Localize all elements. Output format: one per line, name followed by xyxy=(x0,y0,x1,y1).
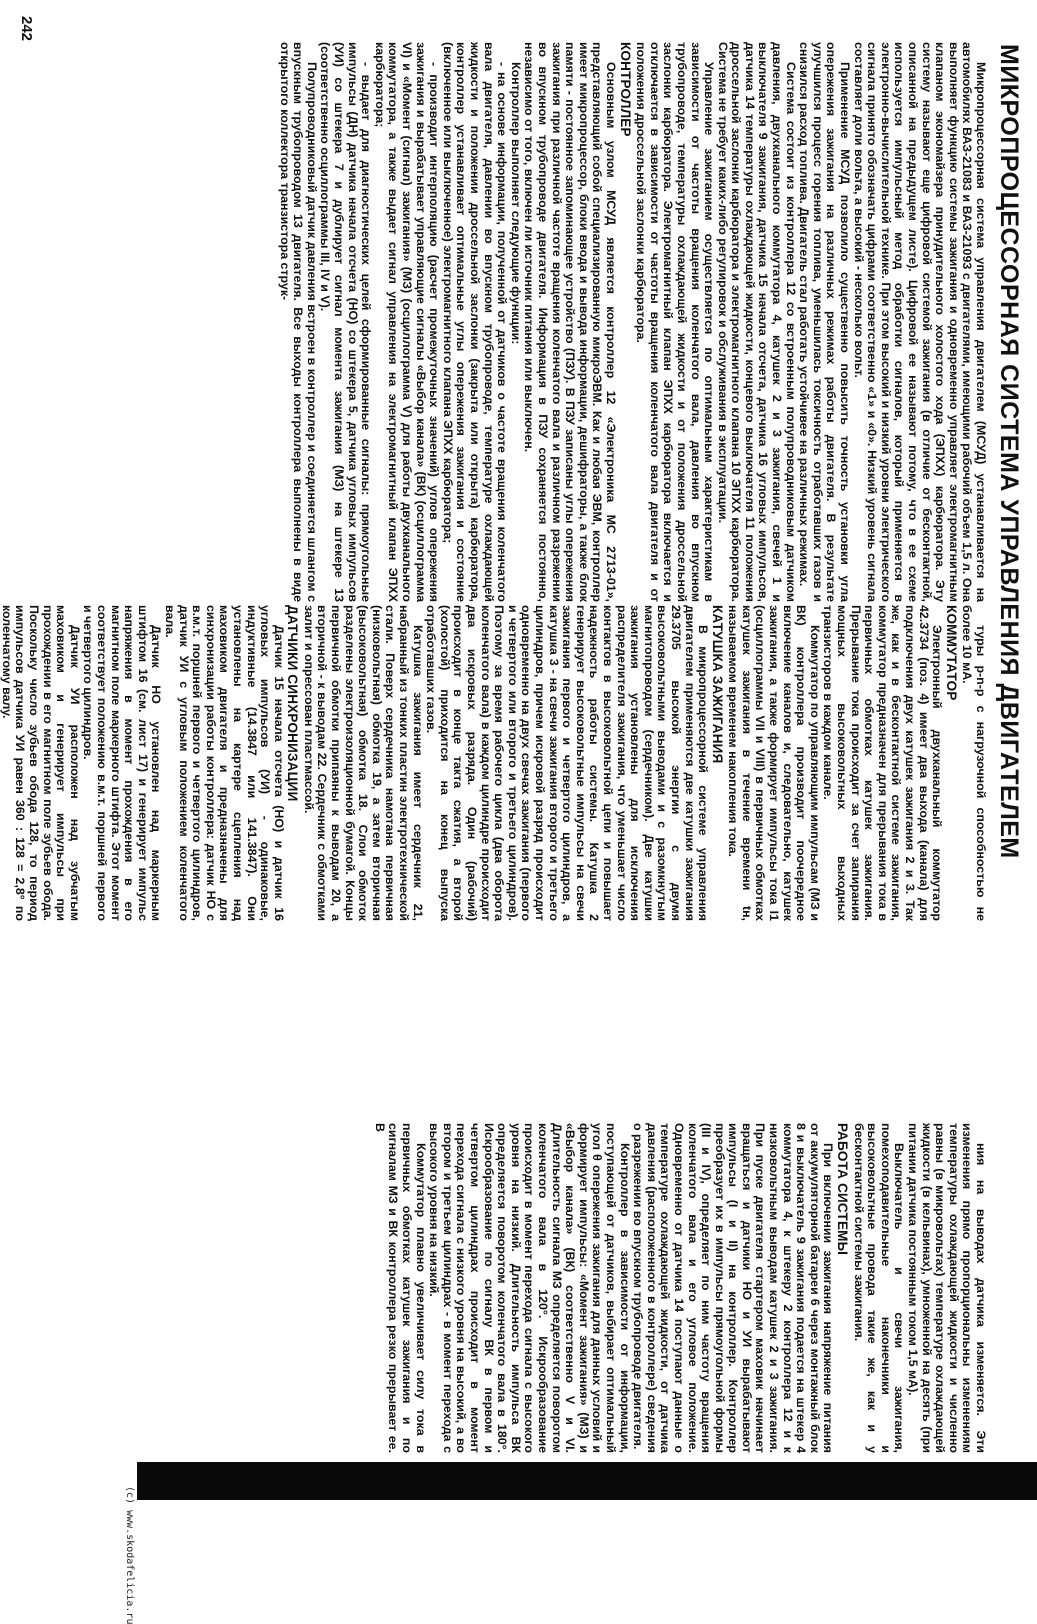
paragraph: В микропроцессорной системе управления двигателем применяются две катушки зажигания 29.3705 высокой энергии с двумя высоковольтными выводами и с разомкнутым магнитопроводом (сердечником). Две катушки зажигания установлены для исключения распределителя зажигания, что уменьшает число контактов в высоковольтной цепи и повышает надежность работы системы. Катушка 2 генерирует высоковольтные импульсы на свечи зажигания первого и четвертого цилиндров, а катушка 3 - на свечи зажигания второго и третьего цилиндров, причем искровой разряд происходит одновременно на двух свечах зажигания (первого и четвертого или второго и третьего цилиндров). Поэтому за время рабочего цикла (два оборота коленчатого вала) в каждом цилиндре происходит два искровых разряда. Один (рабочий) происходит в конце такта сжатия, а второй (холостой) приходится на конец выпуска отработавших газов. xyxy=(424,605,711,921)
paragraph: - производит интерполяцию (расчет промежуточных значений) углов опережения зажигания и вырабатывает управляющие сигналы «Выбор канала» (ВК) (осциллограмма VI) и «Момент (сигнал) зажигания» (МЗ) (осциллограмма V) для работы двухканального коммутатора, а также выдает сигнал управления на электромагнитный клапан ЭПХХ карбюратора; xyxy=(372,42,442,602)
paragraph: Микропроцессорная система управления двигателем (МСУД) устанавливается на автомобилях ВАЗ-21083 и ВАЗ-21093 с двигателями, имеющими рабочий объем 1,5 л. Она выполняет функцию системы зажигания и одновременно управляет электромагнитным клапаном экономайзера принудительного холостого хода (ЭПХХ) карбюратора. Эту систему называют еще цифровой системой зажигания (в отличие от бесконтактной, описанной на предыдущем листе). Цифровой ее называют потому, что в ее схеме используется импульсный метод обработки сигналов, который применяется в электронно-вычислительной технике. При этом высокий и низкий уровни электрического сигнала принято обозначать цифрами соответственно «1» и «0». Низкий уровень сигнала составляет доли вольта, а высокий - несколько вольт. xyxy=(851,42,988,602)
text-column-2 xyxy=(0,605,988,921)
paragraph: Управление зажиганием осуществляется по оптимальным характеристикам в зависимости от частоты вращения коленчатого вала, давления во впускном трубопроводе, температуры охлаждающей жидкости и от положения дроссельной заслонки карбюратора. Электромагнитный клапан ЭПХХ карбюратора включается и отключается в зависимости от частоты вращения коленчатого вала двигателя и от положения дроссельной заслонки карбюратора. xyxy=(634,42,717,602)
paragraph: Датчик НО установлен над маркерным штифтом 16 (см. лист 17) и генерирует импульс напряжения в момент прохождения в его магнитном поле маркерного штифта. Этот момент соответствует положению в.м.т. поршней первого и четвертого цилиндров. xyxy=(81,605,164,921)
paragraph: Применение МСУД позволило существенно повысить точность установки угла опережения зажигания на различных режимах работы двигателя. В результате улучшился процесс горения топлива, уменьшилась токсичность отработавших газов и снизился расход топлива. Двигатель стал работать устойчивее на различных режимах. xyxy=(797,42,853,602)
paragraph: Датчик УИ расположен над зубчатым маховиком и генерирует импульсы при прохождении в его магнитном поле зубьев обода. Поскольку число зубьев обода 128, то период импульсов датчика УИ равен 360 : 128 = 2,8° по коленчатому валу. xyxy=(0,605,82,921)
section-heading-system-operation: РАБОТА СИСТЕМЫ xyxy=(835,1123,851,1256)
paragraph: Полупроводниковый датчик давления встроен в контроллер и соединяется шлангом с впускным трубопроводом 13 двигателя. Все выходы контроллера выполнены в виде открытого коллектора транзистора струк- xyxy=(277,42,319,602)
text-column-1 xyxy=(7,42,987,602)
section-heading-commutator: КОММУТАТОР xyxy=(943,605,959,701)
paragraph: Катушка зажигания имеет сердечник 21, набранный из тонких пластин электротехнической стали. Поверх сердечника намотана первичная (низковольтная) обмотка 19, а затем вторичная (высоковольтная) обмотка 18. Слои обмоток разделены электроизоляционной бумагой. Концы первичной обмотки припаяны к выводам 20, а вторичной - к выводам 22. Сердечник с обмотками залит и опрессован пластмассой. xyxy=(301,605,425,921)
paragraph: Датчик 15 начала отсчета (НО) и датчик 16 угловых импульсов (УИ) - одинаковые, индуктивные (14.3847 или 141.3847). Они установлены на картере сцепления над маховиком двигателя и предназначены для синхронизации работы контроллера: датчик НО с в.м.т. поршней первого и четвертого цилиндров, датчик УИ с угловым положением коленчатого вала. xyxy=(162,605,286,921)
section-heading-controller: КОНТРОЛЛЕР xyxy=(617,42,633,137)
page-title: МИКРОПРОЦЕССОРНАЯ СИСТЕМА УПРАВЛЕНИЯ ДВИГАТЕЛЕМ xyxy=(995,44,1023,859)
paragraph: ния на выводах датчика изменяется. Эти изменения прямо пропорциональны изменениям температуры охлаждающей жидкости и численно равны (в микровольтах) температуре охлаждающей жидкости (в кельвинах), умноженной на десять (при питании датчика постоянным током 1,5 мА). xyxy=(906,1123,988,1453)
paragraph: При включении зажигания напряжение питания от аккумуляторной батареи 6 через монтажный блок 8 и выключатель 9 зажигания подается на штекер 4 коммутатора 4, к штекеру 2 контроллера 12 и к низковольтным выводам катушек 2 и 3 зажигания. При пуске двигателя стартером маховик начинает вращаться и датчики НО и УИ вырабатывают импульсы (I и II) на контроллер. Контроллер преобразует их в импульсы прямоугольной формы (III и IV), определяет по ним частоту вращения коленчатого вала и его угловое положение. Одновременно от датчика 14 поступают данные о температуре охлаждающей жидкости, от датчика давления (расположенного в контроллере) сведения о разрежении во впускном трубопроводе двигателя. xyxy=(631,1123,836,1453)
paragraph: Основным узлом МСУД является контроллер 12 «Электроника МС 2713-01», представляющий собой специализированную микроЭВМ. Как и любая ЭВМ, контроллер имеет микропроцессор, блоки ввода и вывода информации, дешифраторы, а также блок памяти - постоянное запоминающее устройство (ПЗУ). В ПЗУ записаны углы опережения зажигания при различной частоте вращения коленчатого вала и различном разрежении во впускном трубопроводе двигателя. Информация в ПЗУ сохраняется постоянно, независимо от того, включен ли источник питания или выключен. xyxy=(522,42,618,602)
paragraph: Контроллер выполняет следующие функции: xyxy=(508,62,523,345)
text-column-3 xyxy=(157,1123,987,1453)
paragraph: Выключатель и свечи зажигания, помехоподавительные наконечники и высоковольтные провода такие же, как и у бесконтактной системы зажигания. xyxy=(851,1123,907,1453)
section-heading-coil: КАТУШКА ЗАЖИГАНИЯ xyxy=(709,605,725,764)
paragraph: - выдает для диагностических целей сформированные сигналы: прямоугольные импульсы (ДН) датчика начала отсчета (НО) со штекера 5, датчика угловых импульсов (УИ) со штекера 7 и дублирует сигнал момента зажигания (МЗ) на штекере 13 (соответственно осциллограммы III, IV и V). xyxy=(318,42,374,602)
paragraph: Электронный двухканальный коммутатор 42.3734 (поз. 4) имеет два выхода (канала) для подключения двух катушек зажигания 2 и 3. Так же, как и в бесконтактной системе зажигания, коммутатор предназначен для прерывания тока в первичных обмотках катушек зажигания. Прерывание тока происходит за счет запирания мощных высоковольтных выходных транзисторов в каждом канале. xyxy=(821,605,945,921)
section-heading-sync-sensors: ДАТЧИКИ СИНХРОНИЗАЦИИ xyxy=(285,605,301,802)
paragraph: Коммутатор плавно увеличивает силу тока в первичных обмотках катушек зажигания и по сигналам МЗ и ВК контроллера резко прерывает ее. В xyxy=(372,1123,428,1453)
paragraph: - на основе информации, полученной от датчиков о частоте вращения коленчатого вала двигателя, давлении во впускном трубопроводе, температуре охлаждающей жидкости и положении дроссельной заслонки (закрыта или открыта) карбюратора, контроллер устанавливает оптимальные углы опережения зажигания и состояние (включенное или выключенное) электромагнитного клапана ЭПХХ карбюратора; xyxy=(440,42,510,602)
watermark-text: (c) www.skodafelicia.ru xyxy=(124,1486,135,1624)
paragraph: Коммутатор по управляющим импульсам (МЗ и ВК) контроллера производит поочередное включение каналов и, следовательно, катушек зажигания, а также формирует импульсы тока I1 (осциллограммы VII и VIII) в первичных обмотках катушек зажигания в течение времени tн, называемом временем накопления тока. xyxy=(726,605,822,921)
scan-edge-bar xyxy=(137,1462,1037,1500)
paragraph: Система состоит из контроллера 12 со встроенным полупроводниковым датчиком давления, двухканального коммутатора 4, катушек 2 и 3 зажигания, свечей 1 и выключателя 9 зажигания, датчика 15 начала отсчета, датчика 16 угловых импульсов, датчика 14 температуры охлаждающей жидкости, концевого выключателя 11 положения дроссельной заслонки карбюратора и электромагнитного клапана 10 ЭПХХ карбюратора. Система не требует каких-либо регулировок и обслуживания в эксплуатации. xyxy=(715,42,798,602)
watermark xyxy=(5,1460,135,1624)
paragraph: Контроллер в зависимости от информации, поступающей от датчиков, выбирает оптимальный угол θ опережения зажигания для данных условий и формирует импульсы: «Момент зажигания» (МЗ) и «Выбор канала» (ВК) соответственно V и VI. Длительность сигнала МЗ определяется поворотом коленчатого вала в 120°. Искрообразование происходит в момент перехода сигнала с высокого уровня на низкий. Длительность импульса ВК определяется поворотом коленчатого вала в 180°. Искрообразование по сигналу ВК в первом и четвертом цилиндрах происходит в момент перехода сигнала с низкого уровня на высокий, а во втором и третьем цилиндрах - в момент перехода с высокого уровня на низкий. xyxy=(427,1123,632,1453)
page-number: 242 xyxy=(18,16,35,42)
paragraph: туры p-n-p с нагрузочной способностью не более 10 мА. xyxy=(960,605,988,921)
